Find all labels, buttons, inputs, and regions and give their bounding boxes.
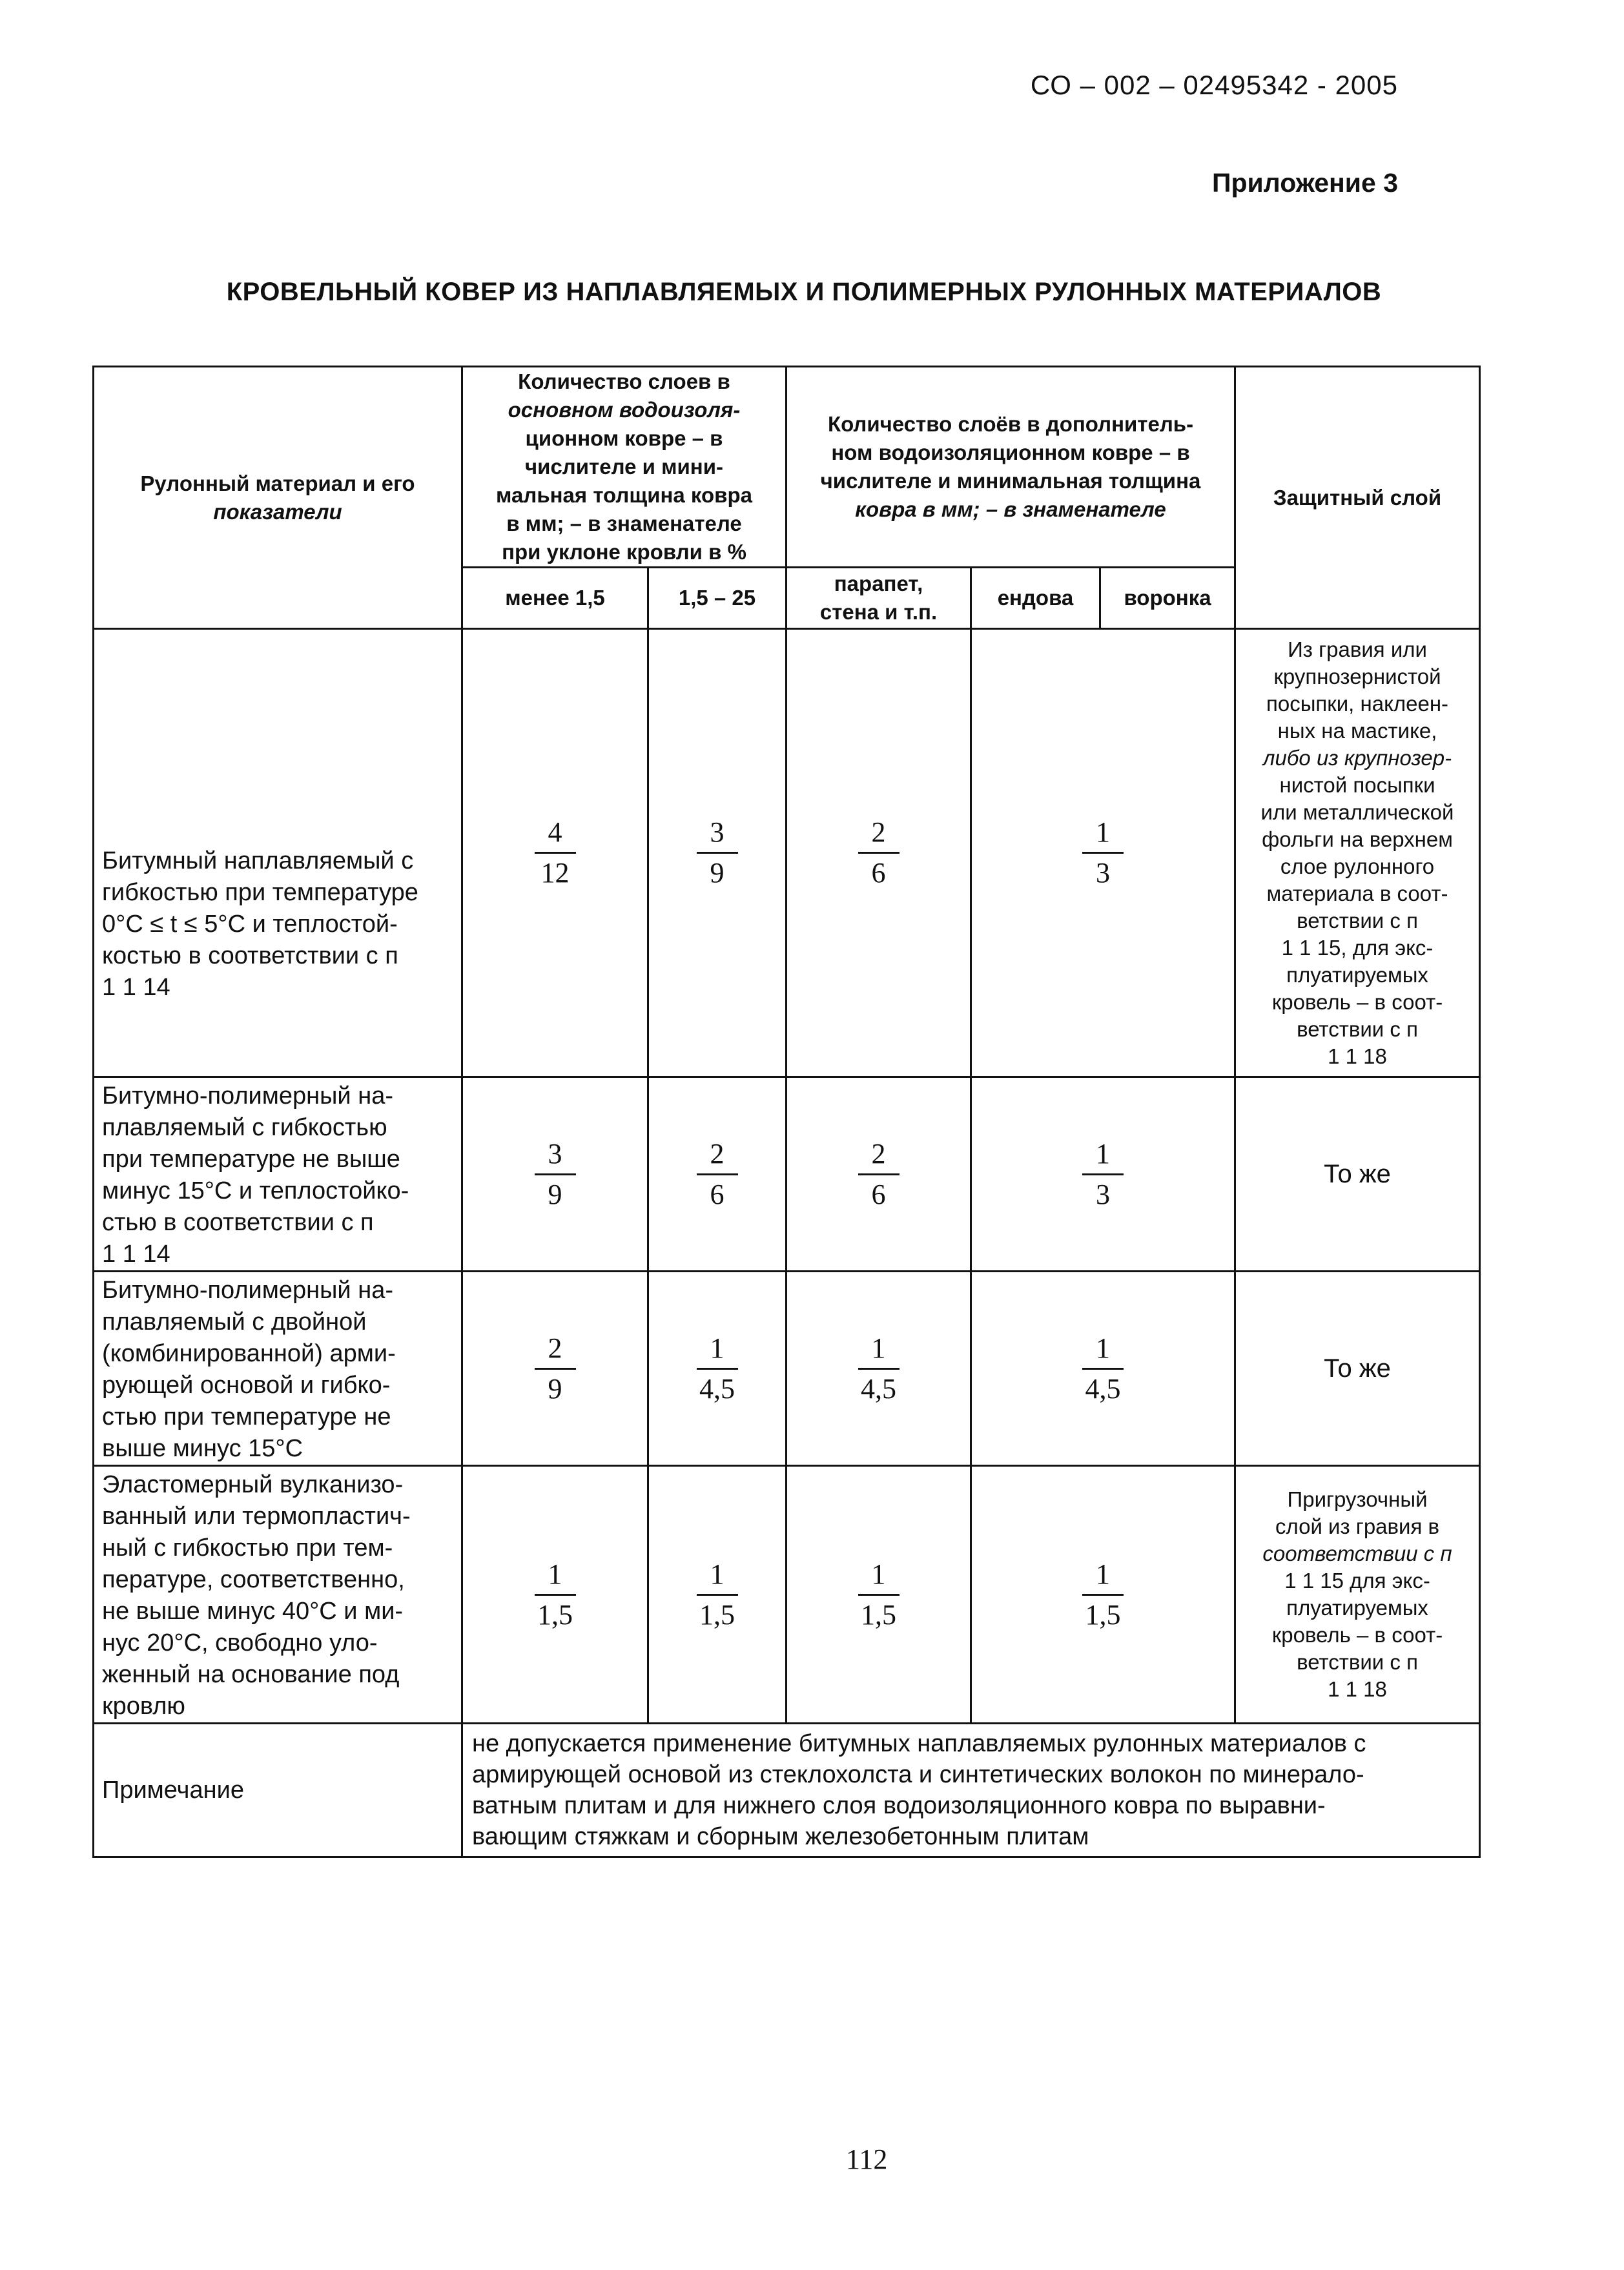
fraction-parapet: 1 1,5 [786,1466,971,1724]
fraction-slope-low: 1 1,5 [462,1466,648,1724]
table-row [94,629,1480,1077]
material-cell: Битумный наплавляемый с гибкостью при температуре 0°С ≤ t ≤ 5°С и теплостой- костью в соответствии с п 1 1 14 [94,629,462,1077]
header-extra-carpet: Количество слоёв в дополнитель- ном водоизоляционном ковре – в числителе и минимальная толщина ковра в мм; – в знаменателе [786,367,1235,568]
fraction-parapet: 1 4,5 [786,1272,971,1466]
note-row [94,1724,1480,1857]
fraction-slope-low: 4 12 [462,629,648,1077]
fraction-slope-high: 2 6 [648,1077,786,1272]
document-code: СО – 002 – 02495342 - 2005 [1030,70,1398,100]
protective-cell: Пригрузочный слой из гравия в соответствии с п 1 1 15 для экс- плуатируемых кровель – в соот- ветствии с п 1 1 18 [1235,1466,1480,1724]
fraction-slope-high: 1 4,5 [648,1272,786,1466]
fraction-slope-high: 3 9 [648,629,786,1077]
header-valley-funnel [971,568,1235,629]
appendix-label: Приложение 3 [1211,168,1398,198]
header-slope-high: 1,5 – 25 [648,568,786,629]
material-cell: Битумно-полимерный на- плавляемый с двойной (комбинированной) арми- рующей основой и гибко- стью при температуре не выше минус 15°С [94,1272,462,1466]
note-label: Примечание [94,1724,462,1857]
fraction-valley-funnel: 1 1,5 [971,1466,1235,1724]
header-funnel: воронка [1124,586,1211,610]
fraction-valley-funnel: 1 3 [971,1077,1235,1272]
fraction-slope-low: 2 9 [462,1272,648,1466]
table-row [94,1466,1480,1724]
table-row [94,1272,1480,1466]
protective-cell: Из гравия или крупнозернистой посыпки, наклеен- ных на мастике, либо из крупнозер- нистой посыпки или металлической фольги на верхнем слое рулонного материала в соот- ветствии с п 1 1 15, для экс- плуатируемых кровель – в соот- ветствии с п 1 1 18 [1235,629,1480,1077]
roofing-table [92,366,1481,1858]
header-slope-low: менее 1,5 [462,568,648,629]
table-row [94,1077,1480,1272]
protective-cell: То же [1235,1077,1480,1272]
fraction-slope-high: 1 1,5 [648,1466,786,1724]
fraction-parapet: 2 6 [786,1077,971,1272]
header-main-carpet: Количество слоев в основном водоизоля- ционном ковре – в числителе и мини- мальная толщина ковра в мм; – в знаменателе при уклоне кровли в % [462,367,786,568]
page-title: КРОВЕЛЬНЫЙ КОВЕР ИЗ НАПЛАВЛЯЕМЫХ И ПОЛИМЕРНЫХ РУЛОННЫХ МАТЕРИАЛОВ [226,278,1382,306]
material-cell: Эластомерный вулканизо- ванный или термопластич- ный с гибкостью при тем- пературе, соответственно, не выше минус 40°С и ми- нус 20°С, свободно уло- женный на основание под кровлю [94,1466,462,1724]
fraction-slope-low: 3 9 [462,1077,648,1272]
fraction-valley-funnel: 1 4,5 [971,1272,1235,1466]
protective-cell: То же [1235,1272,1480,1466]
header-parapet: парапет, стена и т.п. [786,568,971,629]
note-text: не допускается применение битумных наплавляемых рулонных материалов с армирующей основой из стеклохолста и синтетических волокон по минерало- ватным плитам и для нижнего слоя водоизоляционного ковра по выравни- вающим стяжкам и сборным железобетонным плитам [462,1724,1480,1857]
fraction-parapet: 2 6 [786,629,971,1077]
material-cell: Битумно-полимерный на- плавляемый с гибкостью при температуре не выше минус 15°С и теплостойко- стью в соответствии с п 1 1 14 [94,1077,462,1272]
header-valley: ендова [972,568,1101,628]
header-protective: Защитный слой [1235,367,1480,629]
fraction-valley-funnel: 1 3 [971,629,1235,1077]
page-number: 112 [846,2143,888,2175]
header-material: Рулонный материал и его показатели [94,367,462,629]
